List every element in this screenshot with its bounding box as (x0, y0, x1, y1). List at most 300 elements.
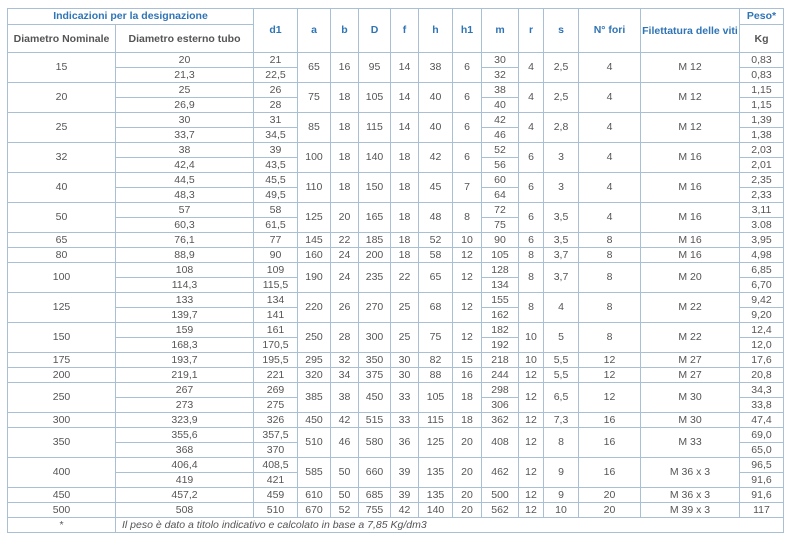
col-header-weight-unit: Kg (740, 25, 784, 53)
s-cell: 2,5 (544, 83, 579, 113)
col-header-f: f (391, 9, 419, 53)
thread-cell: M 36 x 3 (641, 458, 740, 488)
outer-diameter-cell: 193,7 (116, 353, 254, 368)
h-cell: 135 (419, 458, 453, 488)
a-cell: 250 (298, 323, 331, 353)
r-cell: 12 (519, 413, 544, 428)
f-cell: 14 (391, 53, 419, 83)
s-cell: 3 (544, 143, 579, 173)
h1-cell: 20 (453, 503, 482, 518)
d1-cell: 161 (254, 323, 298, 338)
thread-cell: M 22 (641, 293, 740, 323)
outer-diameter-cell: 355,6 (116, 428, 254, 443)
thread-cell: M 16 (641, 203, 740, 233)
m-cell: 155 (482, 293, 519, 308)
table-row (8, 488, 784, 503)
weight-cell: 12,4 (740, 323, 784, 338)
weight-cell: 6,70 (740, 278, 784, 293)
m-cell: 306 (482, 398, 519, 413)
r-cell: 8 (519, 248, 544, 263)
s-cell: 3,5 (544, 203, 579, 233)
col-header-d1: d1 (254, 9, 298, 53)
r-cell: 12 (519, 488, 544, 503)
holes-cell: 20 (579, 503, 641, 518)
b-cell: 50 (331, 458, 359, 488)
b-cell: 20 (331, 203, 359, 233)
nominal-diameter-cell: 125 (8, 293, 116, 323)
d1-cell: 22,5 (254, 68, 298, 83)
nominal-diameter-cell: 300 (8, 413, 116, 428)
m-cell: 408 (482, 428, 519, 458)
table-body (8, 53, 784, 533)
col-header-a: a (298, 9, 331, 53)
h1-cell: 6 (453, 53, 482, 83)
nominal-diameter-cell: 40 (8, 173, 116, 203)
thread-cell: M 22 (641, 323, 740, 353)
s-cell: 2,8 (544, 113, 579, 143)
h1-cell: 20 (453, 458, 482, 488)
h-cell: 82 (419, 353, 453, 368)
outer-diameter-cell: 57 (116, 203, 254, 218)
holes-cell: 4 (579, 203, 641, 233)
thread-cell: M 27 (641, 353, 740, 368)
f-cell: 14 (391, 113, 419, 143)
weight-cell: 33,8 (740, 398, 784, 413)
d1-cell: 269 (254, 383, 298, 398)
outer-diameter-cell: 219,1 (116, 368, 254, 383)
nominal-diameter-cell: 15 (8, 53, 116, 83)
table-row (8, 143, 784, 158)
holes-cell: 8 (579, 233, 641, 248)
outer-diameter-cell: 76,1 (116, 233, 254, 248)
h-cell: 40 (419, 113, 453, 143)
f-cell: 22 (391, 263, 419, 293)
col-header-s: s (544, 9, 579, 53)
h-cell: 40 (419, 83, 453, 113)
holes-cell: 4 (579, 83, 641, 113)
b-cell: 32 (331, 353, 359, 368)
m-cell: 182 (482, 323, 519, 338)
d1-cell: 459 (254, 488, 298, 503)
s-cell: 6,5 (544, 383, 579, 413)
D-cell: 350 (359, 353, 391, 368)
m-cell: 192 (482, 338, 519, 353)
weight-cell: 69,0 (740, 428, 784, 443)
holes-cell: 12 (579, 368, 641, 383)
weight-cell: 2,03 (740, 143, 784, 158)
weight-cell: 9,42 (740, 293, 784, 308)
d1-cell: 34,5 (254, 128, 298, 143)
holes-cell: 16 (579, 458, 641, 488)
d1-cell: 221 (254, 368, 298, 383)
thread-cell: M 16 (641, 233, 740, 248)
table-row (8, 503, 784, 518)
nominal-diameter-cell: 20 (8, 83, 116, 113)
nominal-diameter-cell: 80 (8, 248, 116, 263)
weight-cell: 1,15 (740, 83, 784, 98)
m-cell: 30 (482, 53, 519, 68)
a-cell: 190 (298, 263, 331, 293)
outer-diameter-cell: 273 (116, 398, 254, 413)
weight-cell: 20,8 (740, 368, 784, 383)
col-header-r: r (519, 9, 544, 53)
f-cell: 25 (391, 323, 419, 353)
d1-cell: 421 (254, 473, 298, 488)
outer-diameter-cell: 48,3 (116, 188, 254, 203)
outer-diameter-cell: 508 (116, 503, 254, 518)
m-cell: 105 (482, 248, 519, 263)
col-header-thread: Filettatura delle viti (641, 9, 740, 53)
D-cell: 375 (359, 368, 391, 383)
a-cell: 585 (298, 458, 331, 488)
b-cell: 34 (331, 368, 359, 383)
outer-diameter-cell: 139,7 (116, 308, 254, 323)
thread-cell: M 39 x 3 (641, 503, 740, 518)
f-cell: 18 (391, 233, 419, 248)
table-row (8, 248, 784, 263)
m-cell: 362 (482, 413, 519, 428)
table-row (8, 263, 784, 278)
m-cell: 46 (482, 128, 519, 143)
table-row (8, 113, 784, 128)
d1-cell: 26 (254, 83, 298, 98)
weight-cell: 47,4 (740, 413, 784, 428)
a-cell: 670 (298, 503, 331, 518)
a-cell: 125 (298, 203, 331, 233)
h1-cell: 20 (453, 428, 482, 458)
r-cell: 8 (519, 293, 544, 323)
col-header-m: m (482, 9, 519, 53)
d1-cell: 58 (254, 203, 298, 218)
h1-cell: 16 (453, 368, 482, 383)
weight-cell: 91,6 (740, 488, 784, 503)
a-cell: 85 (298, 113, 331, 143)
holes-cell: 8 (579, 248, 641, 263)
h-cell: 45 (419, 173, 453, 203)
D-cell: 755 (359, 503, 391, 518)
D-cell: 580 (359, 428, 391, 458)
h1-cell: 12 (453, 293, 482, 323)
weight-cell: 96,5 (740, 458, 784, 473)
weight-cell: 117 (740, 503, 784, 518)
d1-cell: 510 (254, 503, 298, 518)
D-cell: 300 (359, 323, 391, 353)
outer-diameter-cell: 133 (116, 293, 254, 308)
flange-spec-table (7, 8, 784, 533)
D-cell: 185 (359, 233, 391, 248)
weight-cell: 3,11 (740, 203, 784, 218)
outer-diameter-cell: 60,3 (116, 218, 254, 233)
m-cell: 298 (482, 383, 519, 398)
holes-cell: 4 (579, 173, 641, 203)
thread-cell: M 16 (641, 248, 740, 263)
h-cell: 140 (419, 503, 453, 518)
d1-cell: 61,5 (254, 218, 298, 233)
m-cell: 162 (482, 308, 519, 323)
a-cell: 295 (298, 353, 331, 368)
col-header-h1: h1 (453, 9, 482, 53)
a-cell: 160 (298, 248, 331, 263)
weight-cell: 3,95 (740, 233, 784, 248)
table-row (8, 458, 784, 473)
r-cell: 6 (519, 233, 544, 248)
a-cell: 385 (298, 383, 331, 413)
s-cell: 4 (544, 293, 579, 323)
f-cell: 33 (391, 413, 419, 428)
r-cell: 12 (519, 458, 544, 488)
h-cell: 75 (419, 323, 453, 353)
h1-cell: 15 (453, 353, 482, 368)
d1-cell: 49,5 (254, 188, 298, 203)
r-cell: 4 (519, 83, 544, 113)
m-cell: 56 (482, 158, 519, 173)
s-cell: 9 (544, 458, 579, 488)
table-row (8, 353, 784, 368)
outer-diameter-cell: 108 (116, 263, 254, 278)
outer-diameter-cell: 419 (116, 473, 254, 488)
a-cell: 75 (298, 83, 331, 113)
col-header-b: b (331, 9, 359, 53)
d1-cell: 77 (254, 233, 298, 248)
col-header-D: D (359, 9, 391, 53)
r-cell: 12 (519, 368, 544, 383)
table-row (8, 233, 784, 248)
h-cell: 58 (419, 248, 453, 263)
holes-cell: 8 (579, 263, 641, 293)
col-header-weight: Peso* (740, 9, 784, 25)
h-cell: 135 (419, 488, 453, 503)
r-cell: 6 (519, 143, 544, 173)
d1-cell: 115,5 (254, 278, 298, 293)
D-cell: 105 (359, 83, 391, 113)
d1-cell: 326 (254, 413, 298, 428)
a-cell: 220 (298, 293, 331, 323)
outer-diameter-cell: 33,7 (116, 128, 254, 143)
h1-cell: 6 (453, 83, 482, 113)
col-header-holes: N° fori (579, 9, 641, 53)
h1-cell: 12 (453, 263, 482, 293)
nominal-diameter-cell: 175 (8, 353, 116, 368)
b-cell: 46 (331, 428, 359, 458)
thread-cell: M 33 (641, 428, 740, 458)
weight-cell: 1,15 (740, 98, 784, 113)
nominal-diameter-cell: 500 (8, 503, 116, 518)
h-cell: 68 (419, 293, 453, 323)
a-cell: 610 (298, 488, 331, 503)
s-cell: 5,5 (544, 353, 579, 368)
outer-diameter-cell: 114,3 (116, 278, 254, 293)
m-cell: 40 (482, 98, 519, 113)
h1-cell: 20 (453, 488, 482, 503)
weight-cell: 2,35 (740, 173, 784, 188)
holes-cell: 4 (579, 53, 641, 83)
f-cell: 42 (391, 503, 419, 518)
outer-diameter-cell: 267 (116, 383, 254, 398)
h1-cell: 6 (453, 143, 482, 173)
d1-cell: 45,5 (254, 173, 298, 188)
f-cell: 18 (391, 203, 419, 233)
weight-cell: 17,6 (740, 353, 784, 368)
col-header-nominal-diameter: Diametro Nominale (8, 25, 116, 53)
d1-cell: 195,5 (254, 353, 298, 368)
f-cell: 36 (391, 428, 419, 458)
m-cell: 128 (482, 263, 519, 278)
f-cell: 30 (391, 353, 419, 368)
r-cell: 10 (519, 353, 544, 368)
holes-cell: 4 (579, 143, 641, 173)
weight-cell: 3.08 (740, 218, 784, 233)
D-cell: 165 (359, 203, 391, 233)
table-row (8, 383, 784, 398)
weight-cell: 91,6 (740, 473, 784, 488)
f-cell: 18 (391, 248, 419, 263)
r-cell: 12 (519, 383, 544, 413)
footnote-row (8, 518, 784, 533)
r-cell: 4 (519, 113, 544, 143)
d1-cell: 39 (254, 143, 298, 158)
m-cell: 64 (482, 188, 519, 203)
outer-diameter-cell: 457,2 (116, 488, 254, 503)
s-cell: 5,5 (544, 368, 579, 383)
m-cell: 38 (482, 83, 519, 98)
D-cell: 685 (359, 488, 391, 503)
weight-cell: 1,39 (740, 113, 784, 128)
col-header-h: h (419, 9, 453, 53)
s-cell: 8 (544, 428, 579, 458)
h-cell: 38 (419, 53, 453, 83)
h1-cell: 18 (453, 383, 482, 413)
weight-cell: 12,0 (740, 338, 784, 353)
holes-cell: 4 (579, 113, 641, 143)
D-cell: 270 (359, 293, 391, 323)
b-cell: 22 (331, 233, 359, 248)
m-cell: 72 (482, 203, 519, 218)
d1-cell: 43,5 (254, 158, 298, 173)
m-cell: 75 (482, 218, 519, 233)
h1-cell: 12 (453, 323, 482, 353)
designation-group-header: Indicazioni per la designazione (8, 9, 254, 25)
footnote-text: Il peso è dato a titolo indicativo e calcolato in base a 7,85 Kg/dm3 (116, 518, 784, 533)
f-cell: 18 (391, 143, 419, 173)
m-cell: 462 (482, 458, 519, 488)
nominal-diameter-cell: 400 (8, 458, 116, 488)
weight-cell: 6,85 (740, 263, 784, 278)
thread-cell: M 12 (641, 83, 740, 113)
nominal-diameter-cell: 32 (8, 143, 116, 173)
m-cell: 42 (482, 113, 519, 128)
thread-cell: M 36 x 3 (641, 488, 740, 503)
f-cell: 25 (391, 293, 419, 323)
thread-cell: M 20 (641, 263, 740, 293)
h-cell: 52 (419, 233, 453, 248)
table-row (8, 83, 784, 98)
thread-cell: M 12 (641, 113, 740, 143)
thread-cell: M 27 (641, 368, 740, 383)
b-cell: 50 (331, 488, 359, 503)
a-cell: 65 (298, 53, 331, 83)
d1-cell: 170,5 (254, 338, 298, 353)
m-cell: 60 (482, 173, 519, 188)
table-row (8, 323, 784, 338)
thread-cell: M 30 (641, 383, 740, 413)
m-cell: 500 (482, 488, 519, 503)
outer-diameter-cell: 159 (116, 323, 254, 338)
thread-cell: M 16 (641, 173, 740, 203)
s-cell: 2,5 (544, 53, 579, 83)
m-cell: 134 (482, 278, 519, 293)
d1-cell: 28 (254, 98, 298, 113)
d1-cell: 357,5 (254, 428, 298, 443)
s-cell: 3 (544, 173, 579, 203)
thread-cell: M 12 (641, 53, 740, 83)
h1-cell: 7 (453, 173, 482, 203)
s-cell: 3,7 (544, 248, 579, 263)
footnote-mark: * (8, 518, 116, 533)
weight-cell: 65,0 (740, 443, 784, 458)
r-cell: 10 (519, 323, 544, 353)
h1-cell: 6 (453, 113, 482, 143)
table-row (8, 173, 784, 188)
h1-cell: 10 (453, 233, 482, 248)
h1-cell: 8 (453, 203, 482, 233)
nominal-diameter-cell: 150 (8, 323, 116, 353)
table-row (8, 293, 784, 308)
r-cell: 6 (519, 173, 544, 203)
holes-cell: 8 (579, 323, 641, 353)
table-row (8, 203, 784, 218)
D-cell: 95 (359, 53, 391, 83)
weight-cell: 9,20 (740, 308, 784, 323)
b-cell: 38 (331, 383, 359, 413)
D-cell: 235 (359, 263, 391, 293)
d1-cell: 21 (254, 53, 298, 68)
weight-cell: 1,38 (740, 128, 784, 143)
h-cell: 65 (419, 263, 453, 293)
b-cell: 18 (331, 113, 359, 143)
d1-cell: 141 (254, 308, 298, 323)
outer-diameter-cell: 26,9 (116, 98, 254, 113)
d1-cell: 408,5 (254, 458, 298, 473)
h-cell: 115 (419, 413, 453, 428)
outer-diameter-cell: 323,9 (116, 413, 254, 428)
D-cell: 450 (359, 383, 391, 413)
h-cell: 42 (419, 143, 453, 173)
m-cell: 244 (482, 368, 519, 383)
thread-cell: M 16 (641, 143, 740, 173)
a-cell: 320 (298, 368, 331, 383)
f-cell: 30 (391, 368, 419, 383)
holes-cell: 12 (579, 383, 641, 413)
h-cell: 125 (419, 428, 453, 458)
table-row (8, 428, 784, 443)
f-cell: 14 (391, 83, 419, 113)
r-cell: 6 (519, 203, 544, 233)
weight-cell: 2,33 (740, 188, 784, 203)
h-cell: 48 (419, 203, 453, 233)
a-cell: 145 (298, 233, 331, 248)
outer-diameter-cell: 38 (116, 143, 254, 158)
m-cell: 90 (482, 233, 519, 248)
a-cell: 510 (298, 428, 331, 458)
table-row (8, 53, 784, 68)
d1-cell: 109 (254, 263, 298, 278)
a-cell: 100 (298, 143, 331, 173)
outer-diameter-cell: 406,4 (116, 458, 254, 473)
f-cell: 39 (391, 458, 419, 488)
thread-cell: M 30 (641, 413, 740, 428)
b-cell: 42 (331, 413, 359, 428)
s-cell: 7,3 (544, 413, 579, 428)
